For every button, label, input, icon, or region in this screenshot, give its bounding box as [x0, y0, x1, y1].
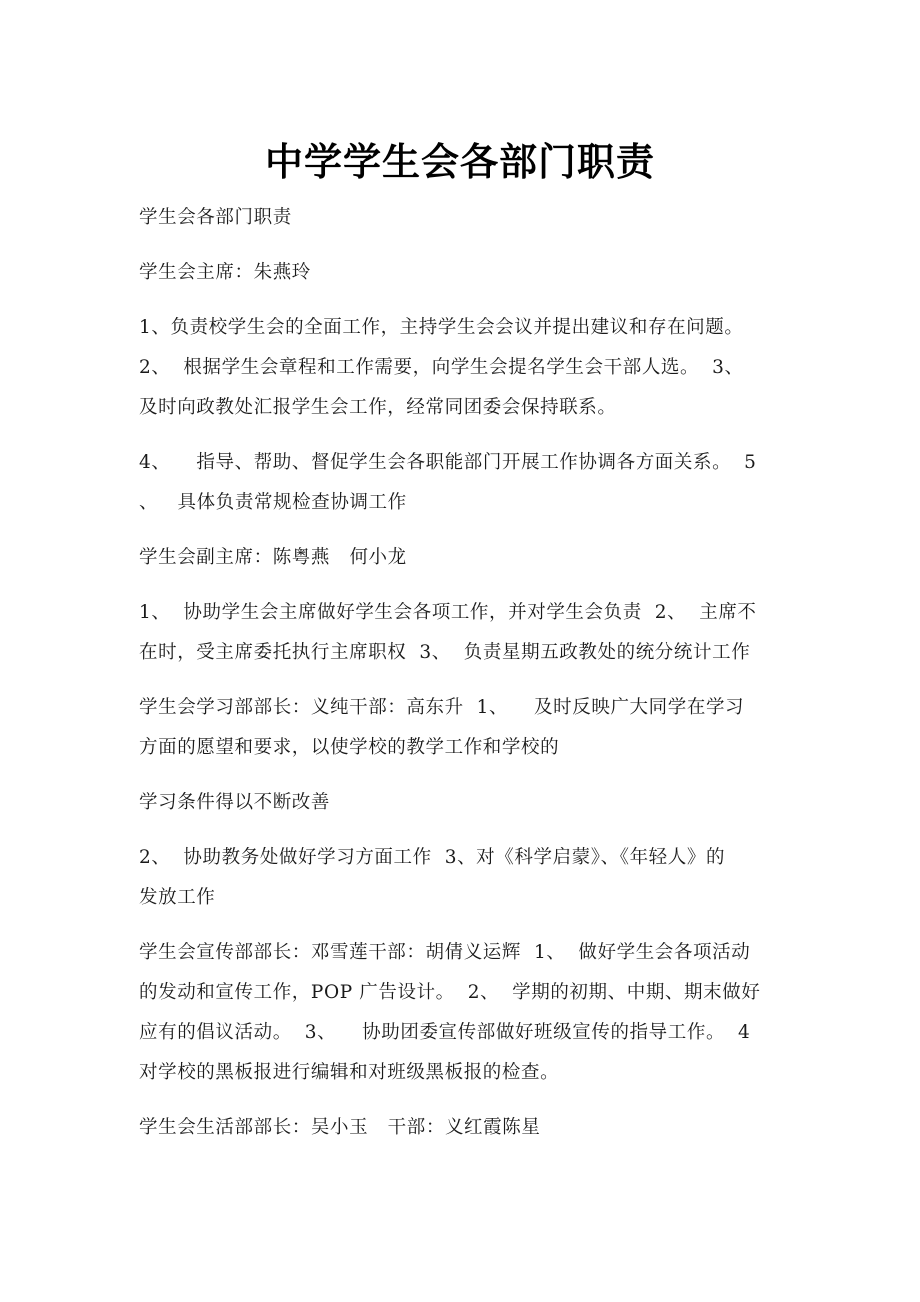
paragraph-line: 学生会学习部部长：义纯干部：高东升 1、 及时反映广大同学在学习: [139, 697, 745, 718]
paragraph-line: 4、 指导、帮助、督促学生会各职能部门开展工作协调各方面关系。 5: [139, 452, 757, 473]
section-heading: [139, 198, 784, 238]
paragraph-line: 、 具体负责常规检查协调工作: [139, 492, 407, 513]
paragraph-line: 学生会宣传部部长：邓雪莲干部：胡倩义运辉 1、 做好学生会各项活动: [139, 942, 751, 963]
study-department-continued: [139, 783, 784, 823]
paragraph-line: 1、负责校学生会的全面工作，主持学生会会议并提出建议和存在问题。: [139, 317, 744, 338]
study-department-paragraph: [139, 688, 784, 768]
paragraph-line: 1、 协助学生会主席做好学生会各项工作，并对学生会负责 2、 主席不: [139, 602, 757, 623]
paragraph-line: 学生会生活部部长：吴小玉 干部：义红霞陈星: [139, 1117, 541, 1138]
vice-chairman-duties-paragraph: [139, 593, 784, 673]
chairman-duties-paragraph-1: [139, 308, 784, 428]
chairman-name: [139, 253, 784, 293]
paragraph-line: 2、 协助教务处做好学习方面工作 3、对《科学启蒙》、《年轻人》的: [139, 847, 726, 868]
paragraph-line: 应有的倡议活动。 3、 协助团委宣传部做好班级宣传的指导工作。 4: [139, 1022, 751, 1043]
life-department-paragraph: [139, 1108, 784, 1148]
vice-chairman-names: [139, 538, 784, 578]
paragraph-line: 在时，受主席委托执行主席职权 3、 负责星期五政教处的统分统计工作: [139, 642, 751, 663]
paragraph-line: 2、 根据学生会章程和工作需要，向学生会提名学生会干部人选。 3、: [139, 357, 744, 378]
publicity-department-paragraph: [139, 933, 784, 1093]
paragraph-line: 发放工作: [139, 887, 216, 908]
chairman-duties-paragraph-2: [139, 443, 784, 523]
paragraph-line: 对学校的黑板报进行编辑和对班级黑板报的检查。: [139, 1062, 560, 1083]
paragraph-line: 学习条件得以不断改善: [139, 792, 331, 813]
paragraph-line: 学生会各部门职责: [139, 207, 292, 228]
paragraph-line: 方面的愿望和要求，以使学校的教学工作和学校的: [139, 737, 560, 758]
page-title: 中学学生会各部门职责: [264, 140, 655, 185]
paragraph-line: 的发动和宣传工作，POP 广告设计。 2、 学期的初期、中期、期末做好: [139, 982, 761, 1003]
paragraph-line: 及时向政教处汇报学生会工作，经常同团委会保持联系。: [139, 397, 617, 418]
paragraph-line: 学生会主席：朱燕玲: [139, 262, 311, 283]
paragraph-line: 学生会副主席：陈粤燕 何小龙: [139, 547, 407, 568]
document-body: [139, 198, 784, 1163]
study-department-duties: [139, 838, 784, 918]
